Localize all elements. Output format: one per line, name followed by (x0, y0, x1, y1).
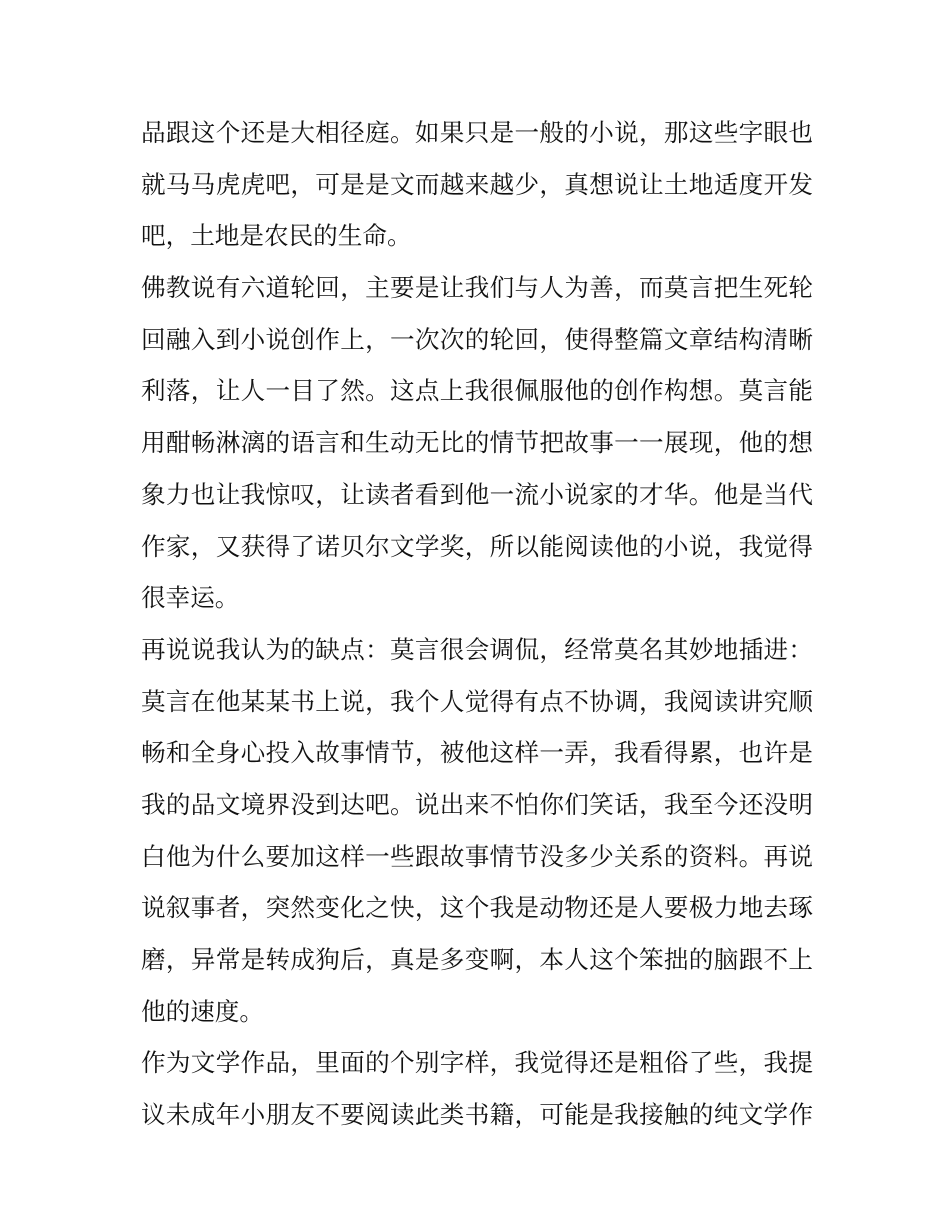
document-body (141, 107, 813, 1141)
paragraph (141, 262, 813, 624)
text-line: 用酣畅淋漓的语言和生动无比的情节把故事一一展现，他的想 (141, 428, 813, 458)
text-line: 议未成年小朋友不要阅读此类书籍，可能是我接触的纯文学作 (141, 1100, 813, 1130)
paragraph (141, 1037, 813, 1140)
text-line: 磨，异常是转成狗后，真是多变啊，本人这个笨拙的脑跟不上 (141, 945, 813, 974)
text-line: 再说说我认为的缺点：莫言很会调侃，经常莫名其妙地插进： (141, 634, 813, 664)
text-line: 白他为什么要加这样一些跟故事情节没多少关系的资料。再说 (141, 841, 813, 871)
text-line: 就马马虎虎吧，可是是文而越来越少，真想说让土地适度开发 (141, 169, 813, 199)
text-line: 说叙事者，突然变化之快，这个我是动物还是人要极力地去琢 (141, 893, 813, 923)
text-line: 佛教说有六道轮回，主要是让我们与人为善，而莫言把生死轮 (141, 273, 813, 303)
text-line: 莫言在他某某书上说，我个人觉得有点不协调，我阅读讲究顺 (141, 686, 813, 716)
paragraph (141, 107, 813, 262)
text-line: 吧，土地是农民的生命。 (141, 221, 412, 251)
text-line: 畅和全身心投入故事情节，被他这样一弄，我看得累，也许是 (141, 738, 813, 768)
text-line: 利落，让人一目了然。这点上我很佩服他的创作构想。莫言能 (141, 376, 813, 406)
text-line: 品跟这个还是大相径庭。如果只是一般的小说，那这些字眼也 (141, 118, 813, 147)
text-line: 回融入到小说创作上，一次次的轮回，使得整篇文章结构清晰 (141, 324, 813, 354)
text-line: 作为文学作品，里面的个别字样，我觉得还是粗俗了些，我提 (141, 1048, 813, 1078)
text-line: 我的品文境界没到达吧。说出来不怕你们笑话，我至今还没明 (141, 789, 813, 819)
text-line: 象力也让我惊叹，让读者看到他一流小说家的才华。他是当代 (141, 479, 813, 509)
paragraph (141, 624, 813, 1038)
text-line: 作家，又获得了诺贝尔文学奖，所以能阅读他的小说，我觉得 (141, 531, 813, 561)
text-line: 很幸运。 (141, 583, 240, 613)
text-line: 他的速度。 (141, 996, 264, 1026)
